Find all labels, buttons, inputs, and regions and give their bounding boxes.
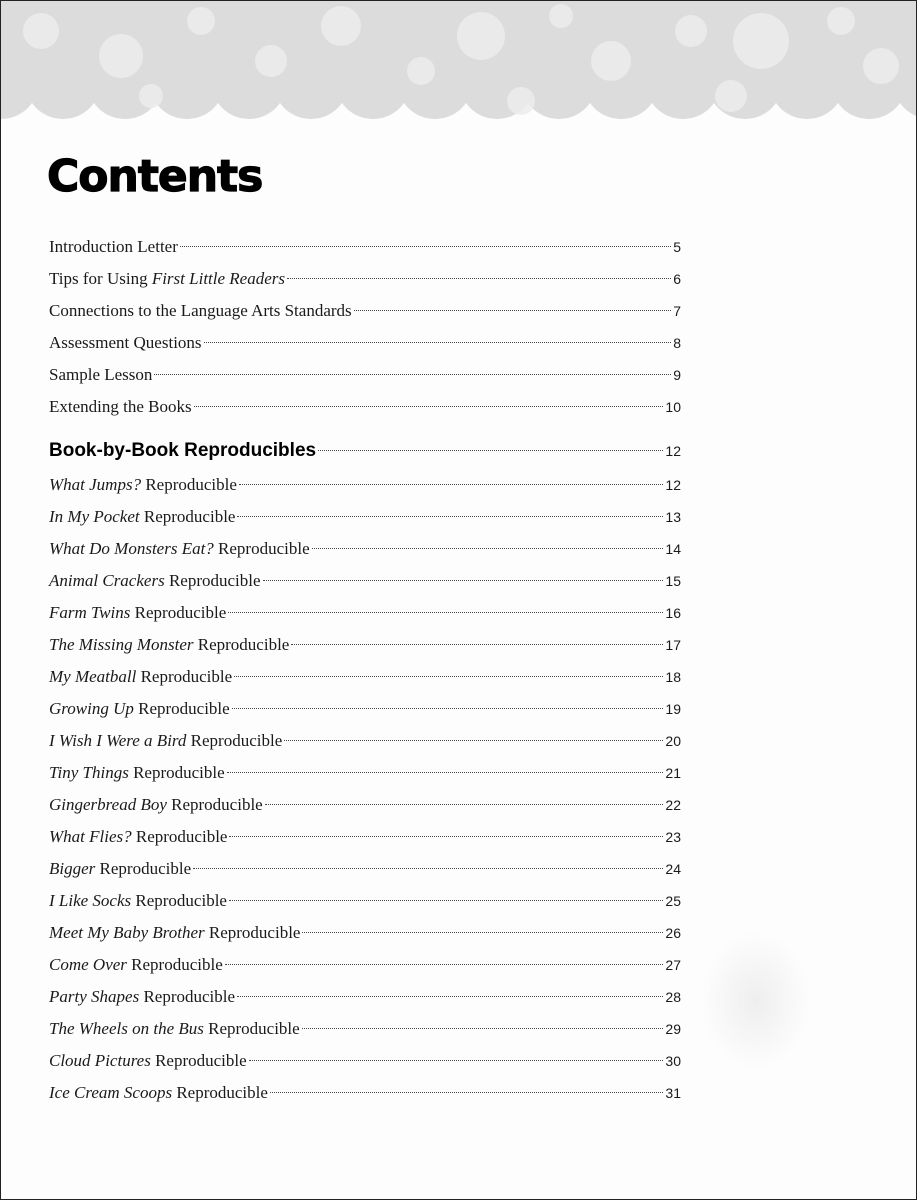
- toc-intro-list: [49, 231, 681, 423]
- dot-leader: [154, 374, 671, 375]
- toc-page-number: 26: [665, 925, 681, 941]
- toc-entry: [49, 661, 681, 693]
- toc-entry: [49, 1013, 681, 1045]
- toc-entry-label: Extending the Books: [49, 397, 192, 416]
- toc-page-number: 29: [665, 1021, 681, 1037]
- toc-entry: [49, 565, 681, 597]
- toc-entry: [49, 533, 681, 565]
- toc-entry-label: Cloud Pictures Reproducible: [49, 1051, 247, 1070]
- toc-page-number: 21: [665, 765, 681, 781]
- toc-entry: [49, 757, 681, 789]
- toc-entry-label: I Like Socks Reproducible: [49, 891, 227, 910]
- dot-leader: [263, 580, 664, 581]
- toc-entry: [49, 359, 681, 391]
- toc-page-number: 6: [673, 271, 681, 287]
- toc-page-number: 5: [673, 239, 681, 255]
- dot-leader: [284, 740, 663, 741]
- toc-entry-label: What Flies? Reproducible: [49, 827, 228, 846]
- toc-entry-label: Party Shapes Reproducible: [49, 987, 236, 1006]
- dot-leader: [237, 996, 663, 997]
- decorative-bubble-banner: [1, 1, 916, 131]
- toc-entry-label: Tips for Using First Little Readers: [49, 269, 285, 288]
- dot-leader: [228, 612, 663, 613]
- toc-entry-label: I Wish I Were a Bird Reproducible: [49, 731, 283, 750]
- toc-entry-label: Bigger Reproducible: [49, 859, 192, 878]
- bubble-banner-graphic: [1, 1, 916, 131]
- toc-entry: [49, 629, 681, 661]
- toc-entry: [49, 1077, 681, 1109]
- toc-entry: [49, 693, 681, 725]
- toc-page-number: 12: [665, 443, 681, 459]
- dot-leader: [237, 516, 663, 517]
- toc-entry: [49, 885, 681, 917]
- toc-entry-label: What Do Monsters Eat? Reproducible: [49, 539, 310, 558]
- toc-page-number: 16: [665, 605, 681, 621]
- dot-leader: [318, 450, 663, 451]
- toc-page-number: 31: [665, 1085, 681, 1101]
- toc-entry-label: Sample Lesson: [49, 365, 153, 384]
- toc-page-number: 28: [665, 989, 681, 1005]
- toc-page-number: 17: [665, 637, 681, 653]
- page-title: Contents: [47, 151, 263, 202]
- toc-page-number: 22: [665, 797, 681, 813]
- paper-smudge: [701, 931, 811, 1071]
- dot-leader: [180, 246, 671, 247]
- section-title: Book-by-Book Reproducibles: [49, 440, 317, 461]
- dot-leader: [225, 964, 664, 965]
- toc-entry: [49, 853, 681, 885]
- dot-leader: [229, 900, 663, 901]
- toc-entry-label: Introduction Letter: [49, 237, 178, 256]
- toc-page-number: 10: [665, 399, 681, 415]
- toc-entry-label: Farm Twins Reproducible: [49, 603, 227, 622]
- toc-entry: [49, 263, 681, 295]
- toc-entry: [49, 917, 681, 949]
- toc-entry: [49, 501, 681, 533]
- dot-leader: [291, 644, 663, 645]
- dot-leader: [193, 868, 663, 869]
- dot-leader: [229, 836, 663, 837]
- toc-entry-label: The Wheels on the Bus Reproducible: [49, 1019, 300, 1038]
- toc-entry: [49, 469, 681, 501]
- toc-page-number: 23: [665, 829, 681, 845]
- dot-leader: [204, 342, 672, 343]
- dot-leader: [194, 406, 664, 407]
- toc-entry-label: Meet My Baby Brother Reproducible: [49, 923, 301, 942]
- dot-leader: [302, 1028, 664, 1029]
- dot-leader: [354, 310, 672, 311]
- dot-leader: [287, 278, 671, 279]
- dot-leader: [312, 548, 664, 549]
- toc-entry-label: Animal Crackers Reproducible: [49, 571, 261, 590]
- dot-leader: [232, 708, 664, 709]
- toc-entry-label: Come Over Reproducible: [49, 955, 223, 974]
- toc-section-heading: [49, 435, 681, 469]
- toc-entry: [49, 725, 681, 757]
- toc-page-number: 15: [665, 573, 681, 589]
- dot-leader: [302, 932, 663, 933]
- toc-page-number: 8: [673, 335, 681, 351]
- toc-page-number: 13: [665, 509, 681, 525]
- table-of-contents: [49, 231, 681, 1109]
- toc-page-number: 19: [665, 701, 681, 717]
- toc-entry-label: Tiny Things Reproducible: [49, 763, 225, 782]
- toc-entry: [49, 597, 681, 629]
- toc-entry-label: My Meatball Reproducible: [49, 667, 233, 686]
- dot-leader: [239, 484, 664, 485]
- toc-page-number: 14: [665, 541, 681, 557]
- dot-leader: [270, 1092, 664, 1093]
- toc-entry: [49, 949, 681, 981]
- dot-leader: [265, 804, 664, 805]
- toc-page-number: 30: [665, 1053, 681, 1069]
- toc-entry: [49, 327, 681, 359]
- dot-leader: [234, 676, 663, 677]
- toc-entry: [49, 231, 681, 263]
- toc-entry: [49, 295, 681, 327]
- toc-page-number: 20: [665, 733, 681, 749]
- toc-entry-label: In My Pocket Reproducible: [49, 507, 236, 526]
- toc-entry-label: Gingerbread Boy Reproducible: [49, 795, 263, 814]
- toc-page-number: 18: [665, 669, 681, 685]
- toc-entry-label: Connections to the Language Arts Standards: [49, 301, 352, 320]
- dot-leader: [227, 772, 664, 773]
- reproducibles-list: [49, 469, 681, 1109]
- toc-page-number: 24: [665, 861, 681, 877]
- toc-entry: [49, 821, 681, 853]
- toc-entry-label: Growing Up Reproducible: [49, 699, 230, 718]
- toc-page-number: 25: [665, 893, 681, 909]
- toc-page-number: 9: [673, 367, 681, 383]
- toc-page-number: 27: [665, 957, 681, 973]
- toc-entry: [49, 981, 681, 1013]
- toc-page-number: 12: [665, 477, 681, 493]
- dot-leader: [249, 1060, 664, 1061]
- toc-entry: [49, 391, 681, 423]
- toc-entry: [49, 1045, 681, 1077]
- toc-entry: [49, 789, 681, 821]
- toc-entry-label: What Jumps? Reproducible: [49, 475, 237, 494]
- toc-entry-label: The Missing Monster Reproducible: [49, 635, 290, 654]
- toc-entry-label: Assessment Questions: [49, 333, 202, 352]
- toc-page-number: 7: [673, 303, 681, 319]
- toc-entry-label: Ice Cream Scoops Reproducible: [49, 1083, 268, 1102]
